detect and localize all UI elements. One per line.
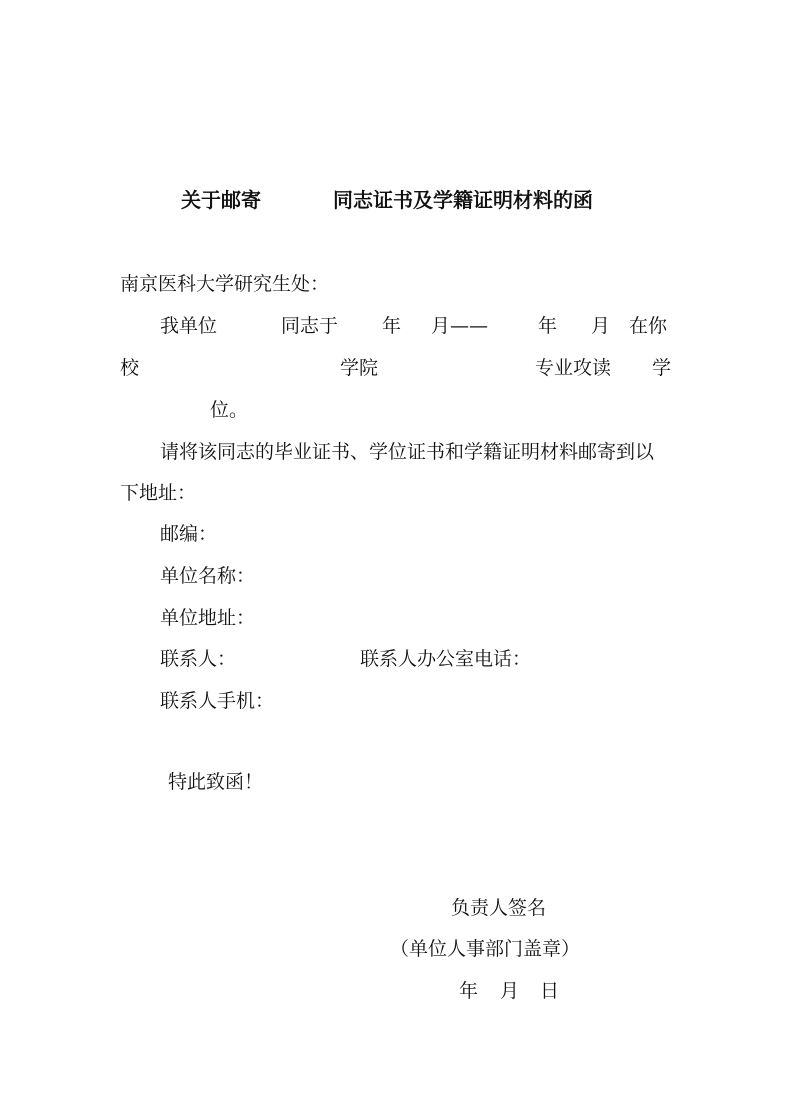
unit-name-label: 单位名称： xyxy=(160,565,256,587)
office-phone-label: 联系人办公室电话： xyxy=(360,648,532,670)
xue-text: 学 xyxy=(652,357,672,379)
comrade-at-text: 同志于 xyxy=(281,315,339,337)
year-2-label: 年 xyxy=(538,315,558,337)
postcode-label: 邮编： xyxy=(160,523,218,545)
month-1-label: 月—— xyxy=(431,315,489,337)
salutation: 南京医科大学研究生处： xyxy=(120,273,330,295)
school-text: 校 xyxy=(120,357,140,379)
mobile-label: 联系人手机： xyxy=(160,690,275,712)
date-year-label: 年 xyxy=(459,980,479,1002)
month-2-label: 月 xyxy=(591,315,611,337)
request-line-1: 请将该同志的毕业证书、学位证书和学籍证明材料邮寄到以 xyxy=(160,441,655,463)
title-part-1: 关于邮寄 xyxy=(181,188,261,212)
signer-label: 负责人签名 xyxy=(451,897,547,919)
closing-text: 特此致函！ xyxy=(168,771,264,793)
date-month-label: 月 xyxy=(500,980,520,1002)
contact-label: 联系人： xyxy=(160,648,237,670)
date-day-label: 日 xyxy=(540,980,560,1002)
title-part-2: 同志证书及学籍证明材料的函 xyxy=(333,188,593,212)
college-label: 学院 xyxy=(340,357,379,379)
request-line-2: 下地址： xyxy=(120,482,197,504)
my-unit-text: 我单位 xyxy=(160,315,218,337)
at-your-text: 在你 xyxy=(629,315,668,337)
year-1-label: 年 xyxy=(382,315,402,337)
seal-label: （单位人事部门盖章） xyxy=(390,938,581,960)
unit-address-label: 单位地址： xyxy=(160,607,256,629)
major-study-label: 专业攻读 xyxy=(535,357,612,379)
degree-text: 位。 xyxy=(210,399,249,421)
